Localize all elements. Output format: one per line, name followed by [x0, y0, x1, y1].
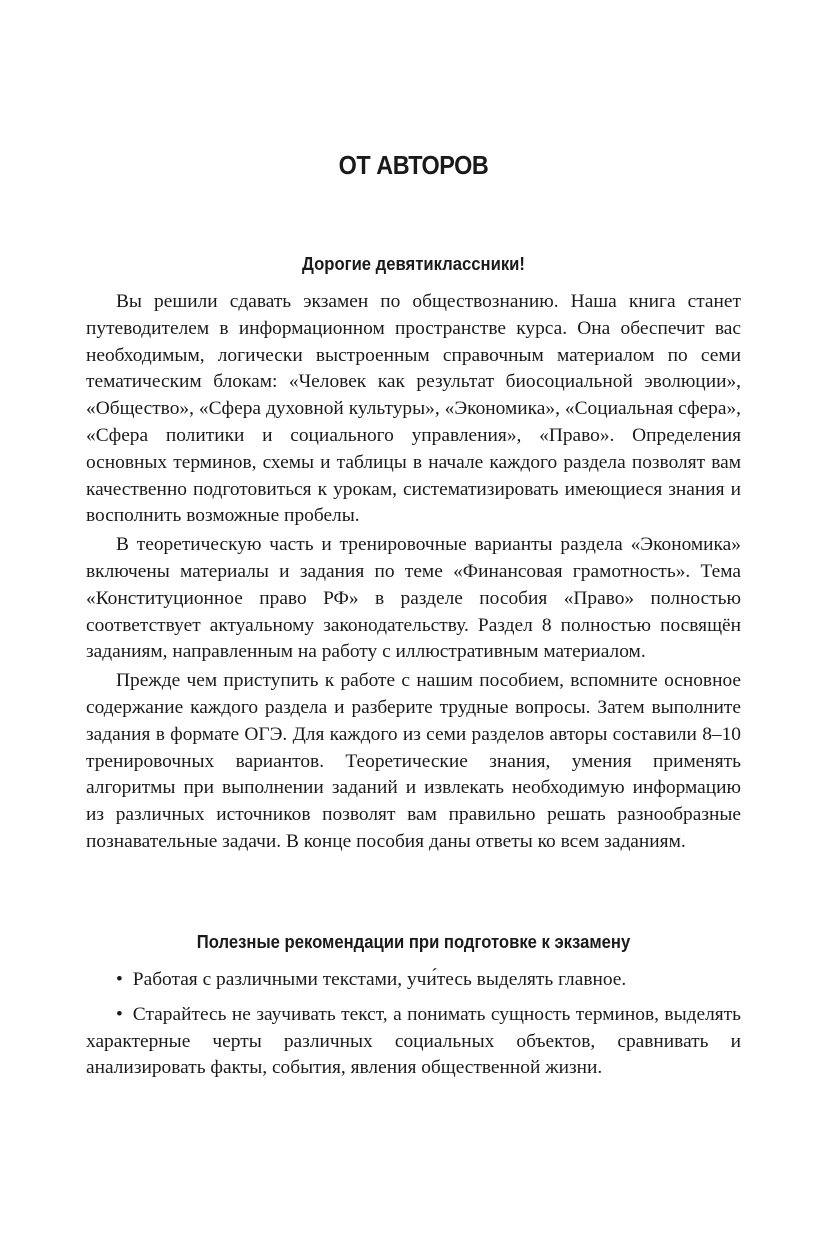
paragraph-3: Прежде чем приступить к работе с нашим пособием, вспомните основное содержание каждого раздела и разберите трудные вопросы. Затем выполните задания в формате ОГЭ. Для каждого из семи разделов авторы составили 8–10 тренировочных вариантов. Теоретические знания, умения применять алгоритмы при выполнении заданий и извлекать необходимую информацию из различных источников позволят вам правильно решать разнообразные познавательные задачи. В конце пособия даны ответы ко всем заданиям. — [86, 670, 741, 852]
recommendation-text: Работая с различными текстами, учи́тесь выделять главное. — [132, 969, 627, 990]
bullet-icon: • — [116, 1003, 123, 1025]
page-title: ОТ АВТОРОВ — [338, 150, 489, 180]
recommendation-text: Старайтесь не заучивать текст, а понимать сущность терминов, выделять характерные черты различных социальных объектов, сравнивать и анализировать факты, события, явления общественной жизни. — [86, 1003, 741, 1079]
paragraph-1: Вы решили сдавать экзамен по обществознанию. Наша книга станет путеводителем в информационном пространстве курса. Она обеспечит вас необходимым, логически выстроенным справочным материалом по семи тематическим блокам: «Человек как результат биосоциальной эволюции», «Общество», «Сфера духовной культуры», «Экономика», «Социальная сфера», «Сфера политики и социального управления», «Право». Определения основных терминов, схемы и таблицы в начале каждого раздела позволят вам качественно подготовиться к урокам, систематизировать имеющиеся знания и восполнить возможные пробелы. — [86, 291, 741, 527]
recommendation-item — [86, 1002, 741, 1082]
bullet-icon: • — [116, 969, 123, 990]
paragraph-2: В теоретическую часть и тренировочные варианты раздела «Экономика» включены материалы и задания по теме «Финансовая грамотность». Тема «Конституционное право РФ» в разделе пособия «Право» полностью соответствует актуальному законодательству. Раздел 8 полностью посвящён заданиям, направленным на работу с иллюстративным материалом. — [86, 534, 741, 663]
recommendations-list — [86, 967, 741, 1090]
body-text — [86, 289, 741, 856]
greeting-heading: Дорогие девятиклассники! — [302, 253, 525, 274]
recommendation-item — [86, 967, 741, 994]
recommendations-heading: Полезные рекомендации при подготовке к экзамену — [196, 931, 631, 952]
